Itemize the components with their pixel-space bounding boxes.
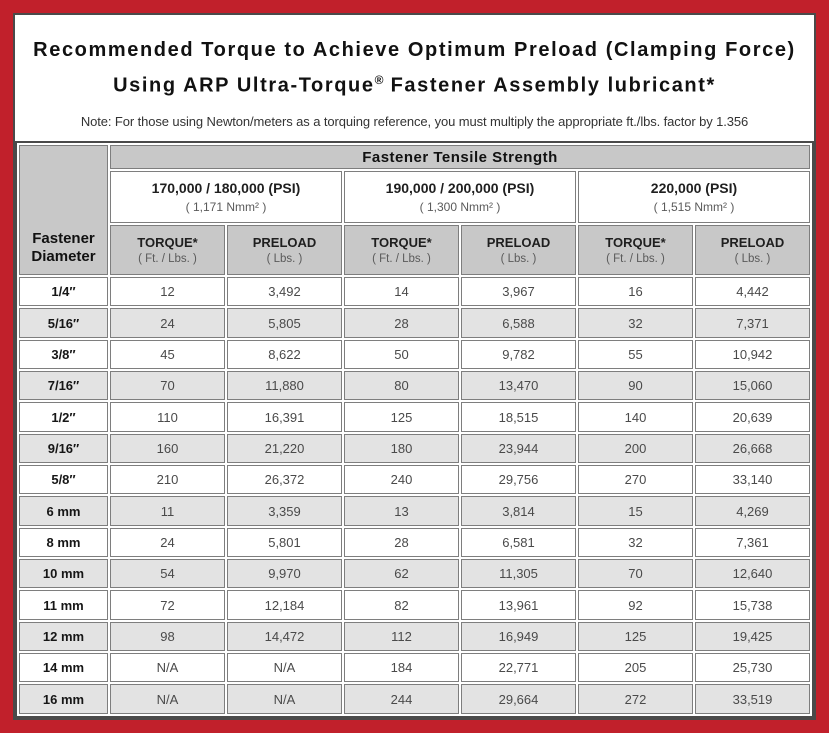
- torque-value-cell: 112: [344, 622, 459, 651]
- preload-column-header: [227, 225, 342, 275]
- fastener-diameter-cell: 11 mm: [19, 590, 108, 619]
- torque-value-cell: 160: [110, 434, 225, 463]
- preload-value-cell: 5,805: [227, 308, 342, 337]
- fastener-diameter-cell: 5/16″: [19, 308, 108, 337]
- torque-value-cell: 62: [344, 559, 459, 588]
- preload-value-cell: 16,949: [461, 622, 576, 651]
- fastener-diameter-cell: 14 mm: [19, 653, 108, 682]
- tensile-strength-header-row: [19, 145, 810, 169]
- column-unit-label: ( Lbs. ): [734, 253, 771, 265]
- preload-value-cell: 12,184: [227, 590, 342, 619]
- torque-value-cell: 90: [578, 371, 693, 400]
- strength-group-header: [578, 171, 810, 223]
- preload-value-cell: 6,588: [461, 308, 576, 337]
- fastener-diameter-cell: 3/8″: [19, 340, 108, 369]
- column-label: PRELOAD: [720, 235, 785, 250]
- preload-value-cell: 21,220: [227, 434, 342, 463]
- fastener-diameter-header: Fastener Diameter: [19, 145, 108, 275]
- torque-value-cell: N/A: [110, 653, 225, 682]
- fastener-diameter-cell: 16 mm: [19, 684, 108, 714]
- preload-value-cell: 23,944: [461, 434, 576, 463]
- column-label: TORQUE*: [137, 235, 198, 250]
- torque-value-cell: 12: [110, 277, 225, 306]
- torque-value-cell: 98: [110, 622, 225, 651]
- torque-value-cell: 14: [344, 277, 459, 306]
- torque-value-cell: N/A: [110, 684, 225, 714]
- table-row: [19, 308, 810, 337]
- torque-value-cell: 200: [578, 434, 693, 463]
- title-line2-post: Fastener Assembly lubricant*: [383, 74, 716, 97]
- preload-value-cell: N/A: [227, 653, 342, 682]
- preload-value-cell: 5,801: [227, 528, 342, 557]
- table-row: [19, 277, 810, 306]
- newton-meters-note: Note: For those using Newton/meters as a torquing reference, you must multiply the appropriate ft./lbs. factor by 1.356: [80, 113, 749, 129]
- torque-preload-subheader-row: [19, 225, 810, 275]
- column-unit-label: ( Ft. / Lbs. ): [138, 253, 197, 265]
- preload-value-cell: 29,664: [461, 684, 576, 714]
- preload-value-cell: 8,622: [227, 340, 342, 369]
- preload-value-cell: 15,060: [695, 371, 810, 400]
- torque-preload-table: [15, 141, 814, 718]
- column-label: PRELOAD: [486, 235, 551, 250]
- preload-value-cell: 12,640: [695, 559, 810, 588]
- preload-value-cell: 33,140: [695, 465, 810, 494]
- table-row: [19, 434, 810, 463]
- nmm-rating-label: ( 1,300 Nmm² ): [419, 200, 501, 214]
- fastener-diameter-cell: 12 mm: [19, 622, 108, 651]
- table-row: [19, 465, 810, 494]
- fastener-diameter-cell: 10 mm: [19, 559, 108, 588]
- torque-value-cell: 70: [110, 371, 225, 400]
- preload-value-cell: 10,942: [695, 340, 810, 369]
- torque-value-cell: 125: [578, 622, 693, 651]
- preload-value-cell: 11,305: [461, 559, 576, 588]
- preload-value-cell: 6,581: [461, 528, 576, 557]
- torque-value-cell: 110: [110, 402, 225, 431]
- torque-value-cell: 50: [344, 340, 459, 369]
- preload-value-cell: 15,738: [695, 590, 810, 619]
- torque-column-header: [344, 225, 459, 275]
- table-row: [19, 653, 810, 682]
- preload-column-header: [695, 225, 810, 275]
- preload-value-cell: 3,814: [461, 496, 576, 525]
- strength-group-header: [344, 171, 576, 223]
- preload-value-cell: 9,782: [461, 340, 576, 369]
- title-line2-pre: Using ARP Ultra-Torque: [113, 74, 375, 97]
- table-row: [19, 559, 810, 588]
- torque-value-cell: 82: [344, 590, 459, 619]
- preload-value-cell: 20,639: [695, 402, 810, 431]
- preload-value-cell: 11,880: [227, 371, 342, 400]
- torque-value-cell: 140: [578, 402, 693, 431]
- torque-column-header: [110, 225, 225, 275]
- torque-value-cell: 244: [344, 684, 459, 714]
- torque-value-cell: 16: [578, 277, 693, 306]
- fastener-diameter-cell: 5/8″: [19, 465, 108, 494]
- preload-value-cell: 4,269: [695, 496, 810, 525]
- preload-value-cell: 26,372: [227, 465, 342, 494]
- table-row: [19, 402, 810, 431]
- torque-value-cell: 205: [578, 653, 693, 682]
- fastener-diameter-cell: 9/16″: [19, 434, 108, 463]
- page-title-line2: [15, 65, 814, 101]
- preload-value-cell: 16,391: [227, 402, 342, 431]
- table-row: [19, 371, 810, 400]
- preload-value-cell: 3,359: [227, 496, 342, 525]
- torque-value-cell: 24: [110, 308, 225, 337]
- torque-value-cell: 210: [110, 465, 225, 494]
- table-row: [19, 340, 810, 369]
- torque-value-cell: 45: [110, 340, 225, 369]
- psi-rating-label: 220,000 (PSI): [650, 180, 738, 196]
- torque-value-cell: 92: [578, 590, 693, 619]
- table-body: [19, 277, 810, 714]
- strength-group-header: [110, 171, 342, 223]
- torque-value-cell: 180: [344, 434, 459, 463]
- torque-value-cell: 15: [578, 496, 693, 525]
- preload-value-cell: 3,492: [227, 277, 342, 306]
- torque-value-cell: 32: [578, 528, 693, 557]
- table-row: [19, 528, 810, 557]
- fastener-diameter-cell: 6 mm: [19, 496, 108, 525]
- torque-value-cell: 270: [578, 465, 693, 494]
- torque-value-cell: 13: [344, 496, 459, 525]
- preload-column-header: [461, 225, 576, 275]
- page-title-line1: Recommended Torque to Achieve Optimum Preload (Clamping Force): [33, 39, 796, 61]
- content-frame: [13, 13, 816, 720]
- preload-value-cell: 3,967: [461, 277, 576, 306]
- preload-value-cell: 7,361: [695, 528, 810, 557]
- table-row: [19, 590, 810, 619]
- preload-value-cell: 4,442: [695, 277, 810, 306]
- torque-value-cell: 28: [344, 528, 459, 557]
- preload-value-cell: 19,425: [695, 622, 810, 651]
- table-row: [19, 684, 810, 714]
- nmm-rating-label: ( 1,171 Nmm² ): [185, 200, 267, 214]
- torque-value-cell: 32: [578, 308, 693, 337]
- psi-rating-label: 170,000 / 180,000 (PSI): [151, 180, 301, 196]
- torque-value-cell: 80: [344, 371, 459, 400]
- preload-value-cell: 13,470: [461, 371, 576, 400]
- table-row: [19, 496, 810, 525]
- column-label: PRELOAD: [252, 235, 317, 250]
- column-label: TORQUE*: [605, 235, 666, 250]
- strength-groups-row: [19, 171, 810, 223]
- preload-value-cell: 22,771: [461, 653, 576, 682]
- torque-value-cell: 11: [110, 496, 225, 525]
- torque-value-cell: 272: [578, 684, 693, 714]
- psi-rating-label: 190,000 / 200,000 (PSI): [385, 180, 535, 196]
- preload-value-cell: 9,970: [227, 559, 342, 588]
- preload-value-cell: 14,472: [227, 622, 342, 651]
- fastener-diameter-cell: 1/4″: [19, 277, 108, 306]
- torque-value-cell: 28: [344, 308, 459, 337]
- torque-value-cell: 55: [578, 340, 693, 369]
- torque-column-header: [578, 225, 693, 275]
- torque-value-cell: 240: [344, 465, 459, 494]
- column-unit-label: ( Ft. / Lbs. ): [606, 253, 665, 265]
- torque-value-cell: 54: [110, 559, 225, 588]
- preload-value-cell: 33,519: [695, 684, 810, 714]
- preload-value-cell: 25,730: [695, 653, 810, 682]
- fastener-diameter-cell: 1/2″: [19, 402, 108, 431]
- torque-value-cell: 72: [110, 590, 225, 619]
- preload-value-cell: N/A: [227, 684, 342, 714]
- registered-trademark-symbol: ®: [374, 73, 384, 87]
- preload-value-cell: 13,961: [461, 590, 576, 619]
- preload-value-cell: 29,756: [461, 465, 576, 494]
- torque-value-cell: 184: [344, 653, 459, 682]
- nmm-rating-label: ( 1,515 Nmm² ): [653, 200, 735, 214]
- torque-value-cell: 125: [344, 402, 459, 431]
- preload-value-cell: 7,371: [695, 308, 810, 337]
- fastener-diameter-cell: 8 mm: [19, 528, 108, 557]
- fastener-tensile-strength-header: Fastener Tensile Strength: [110, 145, 810, 169]
- column-unit-label: ( Lbs. ): [266, 253, 303, 265]
- preload-value-cell: 26,668: [695, 434, 810, 463]
- column-unit-label: ( Lbs. ): [500, 253, 537, 265]
- table-row: [19, 622, 810, 651]
- title-block: [15, 15, 814, 141]
- fastener-diameter-cell: 7/16″: [19, 371, 108, 400]
- torque-value-cell: 24: [110, 528, 225, 557]
- column-unit-label: ( Ft. / Lbs. ): [372, 253, 431, 265]
- torque-value-cell: 70: [578, 559, 693, 588]
- preload-value-cell: 18,515: [461, 402, 576, 431]
- column-label: TORQUE*: [371, 235, 432, 250]
